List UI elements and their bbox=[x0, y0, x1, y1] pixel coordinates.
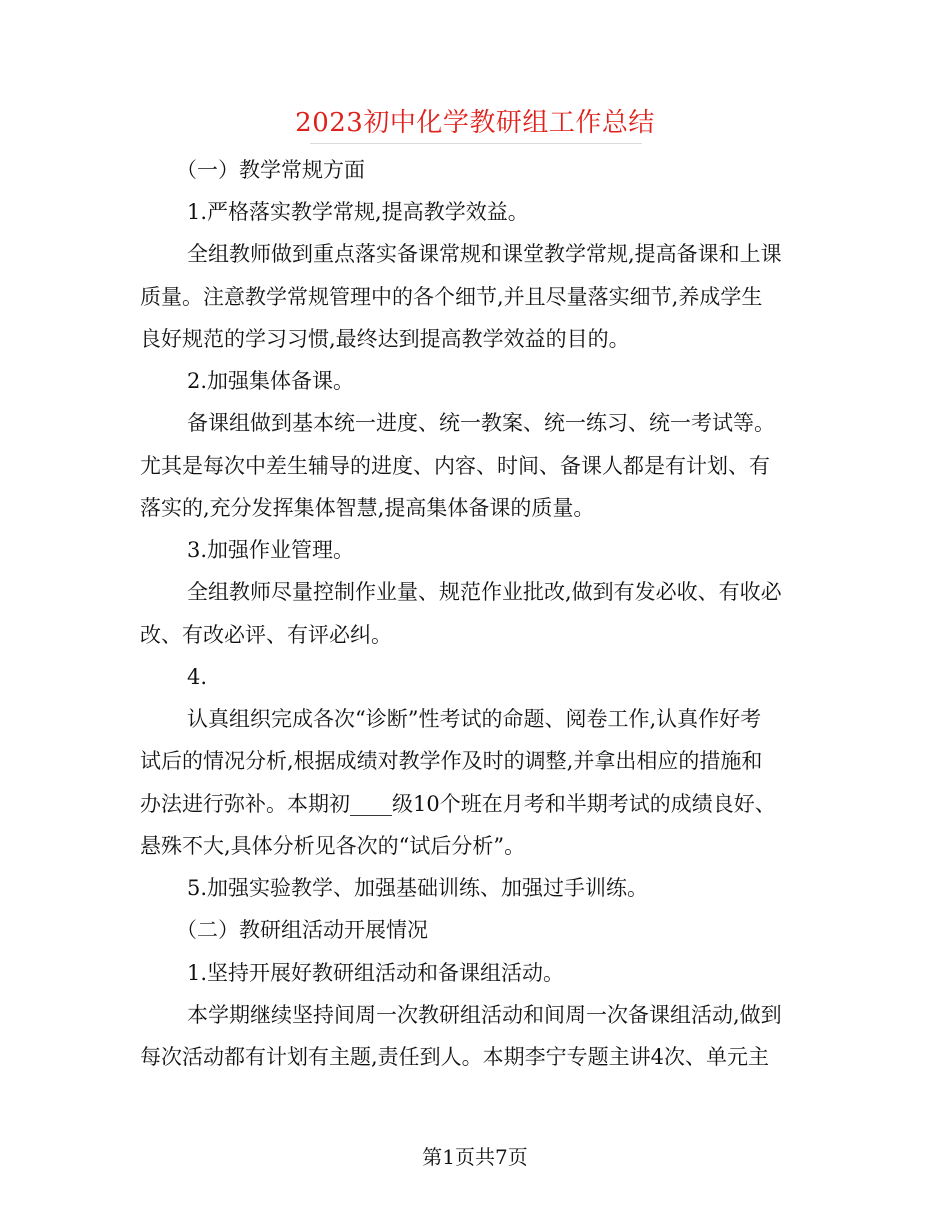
item-heading: 1.坚持开展好教研组活动和备课组活动。 bbox=[187, 961, 565, 985]
paragraph-line: 本学期继续坚持间周一次教研组活动和间周一次备课组活动,做到 bbox=[187, 1003, 782, 1027]
section-heading: （二）教研组活动开展情况 bbox=[176, 918, 428, 942]
item-heading: 3.加强作业管理。 bbox=[187, 538, 355, 562]
paragraph-line: 改、有改必评、有评必纠。 bbox=[140, 623, 392, 647]
item-heading: 1.严格落实教学常规,提高教学效益。 bbox=[187, 200, 529, 224]
page-footer: 第1页共7页 bbox=[422, 1145, 528, 1169]
paragraph-line: 备课组做到基本统一进度、统一教案、统一练习、统一考试等。 bbox=[187, 411, 775, 435]
paragraph-line: 每次活动都有计划有主题,责任到人。本期李宁专题主讲4次、单元主 bbox=[140, 1045, 770, 1069]
paragraph-line: 试后的情况分析,根据成绩对教学作及时的调整,并拿出相应的措施和 bbox=[140, 749, 763, 773]
title-underline bbox=[310, 143, 642, 144]
item-heading: 5.加强实验教学、加强基础训练、加强过手训练。 bbox=[187, 876, 649, 900]
paragraph-line: 全组教师尽量控制作业量、规范作业批改,做到有发必收、有收必 bbox=[187, 580, 782, 604]
paragraph-line: 尤其是每次中差生辅导的进度、内容、时间、备课人都是有计划、有 bbox=[140, 454, 770, 478]
paragraph-line: 良好规范的学习习惯,最终达到提高教学效益的目的。 bbox=[140, 327, 630, 351]
item-heading: 2.加强集体备课。 bbox=[187, 369, 355, 393]
section-heading: （一）教学常规方面 bbox=[176, 158, 365, 182]
paragraph-line: 落实的,充分发挥集体智慧,提高集体备课的质量。 bbox=[140, 496, 595, 520]
paragraph-line: 全组教师做到重点落实备课常规和课堂教学常规,提高备课和上课 bbox=[187, 242, 782, 266]
paragraph-line: 质量。注意教学常规管理中的各个细节,并且尽量落实细节,养成学生 bbox=[140, 285, 763, 309]
document-title: 2023初中化学教研组工作总结 bbox=[295, 108, 655, 138]
paragraph-line: 悬殊不大,具体分析见各次的“试后分析”。 bbox=[140, 834, 526, 858]
paragraph-line: 办法进行弥补。本期初____级10个班在月考和半期考试的成绩良好、 bbox=[140, 792, 776, 816]
item-heading: 4. bbox=[187, 665, 208, 689]
paragraph-line: 认真组织完成各次“诊断”性考试的命题、阅卷工作,认真作好考 bbox=[187, 707, 762, 731]
